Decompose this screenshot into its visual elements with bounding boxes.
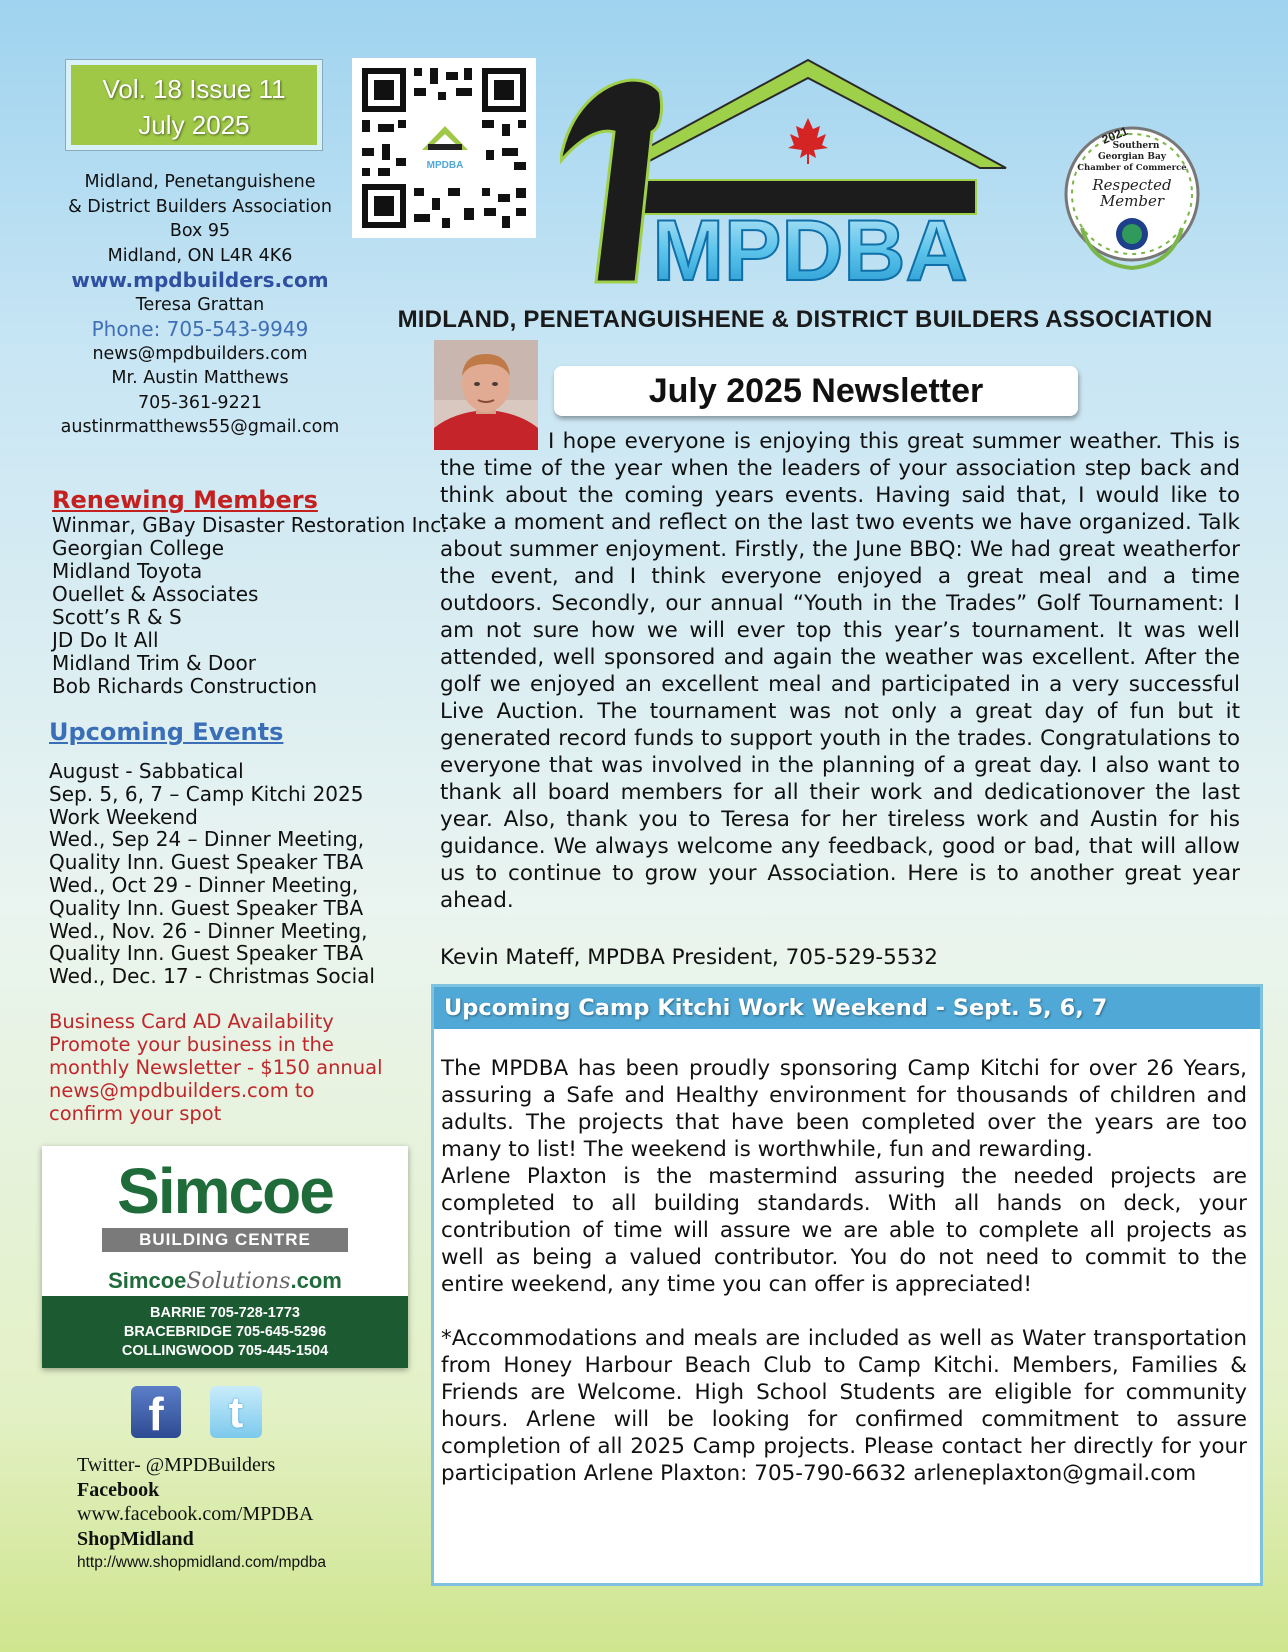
upcoming-events-section [49,718,429,988]
list-item: Wed., Oct 29 - Dinner Meeting, [49,872,359,897]
website-link[interactable]: www.mpdbuilders.com [71,268,329,292]
simcoe-subtitle: BUILDING CENTRE [102,1228,348,1252]
renewing-members-section [52,486,448,698]
ad-line: Promote your business in the [49,1033,334,1056]
seal-org: Southern [1112,141,1160,151]
list-item: Quality Inn. Guest Speaker TBA [49,941,364,966]
ad-line: confirm your spot [49,1102,222,1125]
contact-block [40,170,360,440]
upcoming-events-list [49,760,429,988]
renewing-members-title: Renewing Members [52,486,318,514]
social-links [77,1453,397,1576]
shopmidland-link[interactable]: http://www.shopmidland.com/mpdba [77,1554,326,1571]
site-part: .com [290,1268,342,1293]
contact-line: & District Builders Association [68,196,332,217]
contact-phone: 705-361-9221 [138,392,262,413]
facebook-link[interactable]: www.facebook.com/MPDBA [77,1503,314,1525]
volume-issue: Vol. 18 Issue 11 [102,74,286,104]
contact-name: Mr. Austin Matthews [111,368,289,388]
list-item: Bob Richards Construction [52,674,318,698]
president-letter [440,428,1240,914]
facebook-label: Facebook [77,1478,160,1501]
mpdba-logo [560,52,1020,302]
seal-title: Member [1099,192,1165,210]
list-item: Quality Inn. Guest Speaker TBA [49,895,364,920]
facebook-icon[interactable]: f [131,1386,181,1438]
contact-email-link[interactable]: news@mpdbuilders.com [92,343,308,364]
ad-email-link[interactable]: news@mpdbuilders.com [49,1079,289,1102]
twitter-icon[interactable]: t [210,1386,262,1438]
simcoe-building-centre-ad[interactable] [42,1146,408,1368]
simcoe-locations [42,1296,408,1368]
ad-email-suffix: to [288,1079,315,1102]
ad-line: Business Card AD Availability [49,1010,334,1033]
maple-leaf-icon [788,118,828,164]
list-item: Work Weekend [49,804,198,829]
camp-kitchi-header: Upcoming Camp Kitchi Work Weekend - Sept. 5, 6, 7 [434,987,1260,1029]
list-item: Midland Toyota [52,559,203,583]
list-item: Midland Trim & Door [52,651,256,675]
contact-line: Midland, ON L4R 4K6 [107,245,293,266]
association-name: MIDLAND, PENETANGUISHENE & DISTRICT BUILDERS ASSOCIATION [397,306,1213,333]
contact-email-link[interactable]: austinrmatthews55@gmail.com [60,417,340,437]
simcoe-website [42,1268,408,1294]
contact-phone: Phone: 705-543-9949 [91,317,309,341]
list-item: Wed., Nov. 26 - Dinner Meeting, [49,918,368,943]
list-item: Scott’s R & S [52,605,182,629]
list-item: Georgian College [52,536,225,560]
issue-date: July 2025 [138,110,250,140]
chamber-member-seal [1062,118,1202,274]
list-item: August - Sabbatical [49,759,244,783]
list-item: Sep. 5, 6, 7 – Camp Kitchi 2025 [49,781,364,806]
renewing-members-list [52,513,448,698]
camp-kitchi-body [441,1055,1247,1487]
camp-kitchi-section [431,984,1263,1586]
logo-text: MPDBA [652,203,968,299]
volume-badge [66,60,322,150]
svg-text:MPDBA: MPDBA [426,160,464,171]
location-phone: BRACEBRIDGE 705-645-5296 [123,1324,327,1340]
camp-paragraph: The MPDBA has been proudly sponsoring Camp Kitchi for over 26 Years, assuring a Safe and Healthy environment for thousands of children and adults. The projects that have been completed over the years are too many to list! The weekend is worthwhile, fun and rewarding. [441,1056,1247,1162]
contact-line: Midland, Penetanguishene [84,172,316,192]
seal-org: Chamber of Commerce [1077,163,1187,173]
camp-paragraph: Arlene Plaxton is the mastermind assuring the needed projects are completed to all building standards. With all hands on deck, your contribution of time will assure we are able to complete all projects as well as being a valued contributor. You do not need to commit to the entire weekend, any time you can offer is appreciated! [441,1164,1247,1297]
contact-line: Box 95 [169,221,231,241]
business-card-ad-notice [49,1010,409,1125]
upcoming-events-title: Upcoming Events [49,718,284,746]
location-phone: BARRIE 705-728-1773 [150,1305,300,1321]
ad-line [49,1079,409,1102]
site-part: Solutions [186,1269,291,1294]
newsletter-title: July 2025 Newsletter [554,366,1078,416]
seal-year: 2021 [1099,123,1130,147]
list-item: Wed., Dec. 17 - Christmas Social [49,964,375,989]
camp-paragraph: *Accommodations and meals are included as well as Water transportation from Honey Harbour Beach Club to Camp Kitchi. Members, Families & Friends are Welcome. High School Students are eligible for community hours. Arlene will be looking for confirmed commitment to assure completion of all 2025 Camp projects. Please contact her directly for your participation Arlene Plaxton: 705-790-6632 arleneplaxton@gmail.com [441,1326,1247,1486]
list-item: Ouellet & Associates [52,582,259,606]
president-signature: Kevin Mateff, MPDBA President, 705-529-5532 [440,945,938,970]
shopmidland-label: ShopMidland [77,1527,194,1550]
list-item: Wed., Sep 24 – Dinner Meeting, [49,827,365,852]
location-phone: COLLINGWOOD 705-445-1504 [121,1343,329,1359]
letter-body: I hope everyone is enjoying this great summer weather. This is the time of the year when the leaders of your association step back and think about the coming years events. Having said that, I would like to take a moment and reflect on the last two events we have organized. Talk about summer enjoyment. Firstly, the June BBQ: We had great weatherfor the event, and I think everyone enjoyed a great meal and a time outdoors. Secondly, our annual “Youth in the Trades” Golf Tournament: I am not sure how we will ever top this year’s tournament. It was well attended, well sponsored and again the weather was excellent. After the golf we enjoyed an excellent meal and participated in a very successful Live Auction. The tournament was not only a great day of fun but it generated record funds to support youth in the trades. Congratulations to everyone that was involved in the planning of a great day. I also want to thank all board members for all their work and dedicationover the last year. Also, thank you to Teresa for her tireless work and Austin for his guidance. We always welcome any feedback, good or bad, that will allow us to continue to grow your Association. Here is to another great year ahead. [440,429,1240,913]
seal-title: Respected [1092,176,1172,194]
simcoe-brand: Simcoe [117,1155,333,1227]
site-part: Simcoe [108,1268,187,1293]
ad-line: monthly Newsletter - $150 annual [49,1056,383,1079]
qr-code-icon[interactable] [352,58,536,238]
list-item: JD Do It All [52,628,159,652]
contact-name: Teresa Grattan [135,294,265,315]
twitter-handle[interactable]: Twitter- @MPDBuilders [77,1454,276,1476]
list-item: Winmar, GBay Disaster Restoration Inc. [52,513,448,537]
list-item: Quality Inn. Guest Speaker TBA [49,850,364,875]
seal-org: Georgian Bay [1097,152,1167,162]
